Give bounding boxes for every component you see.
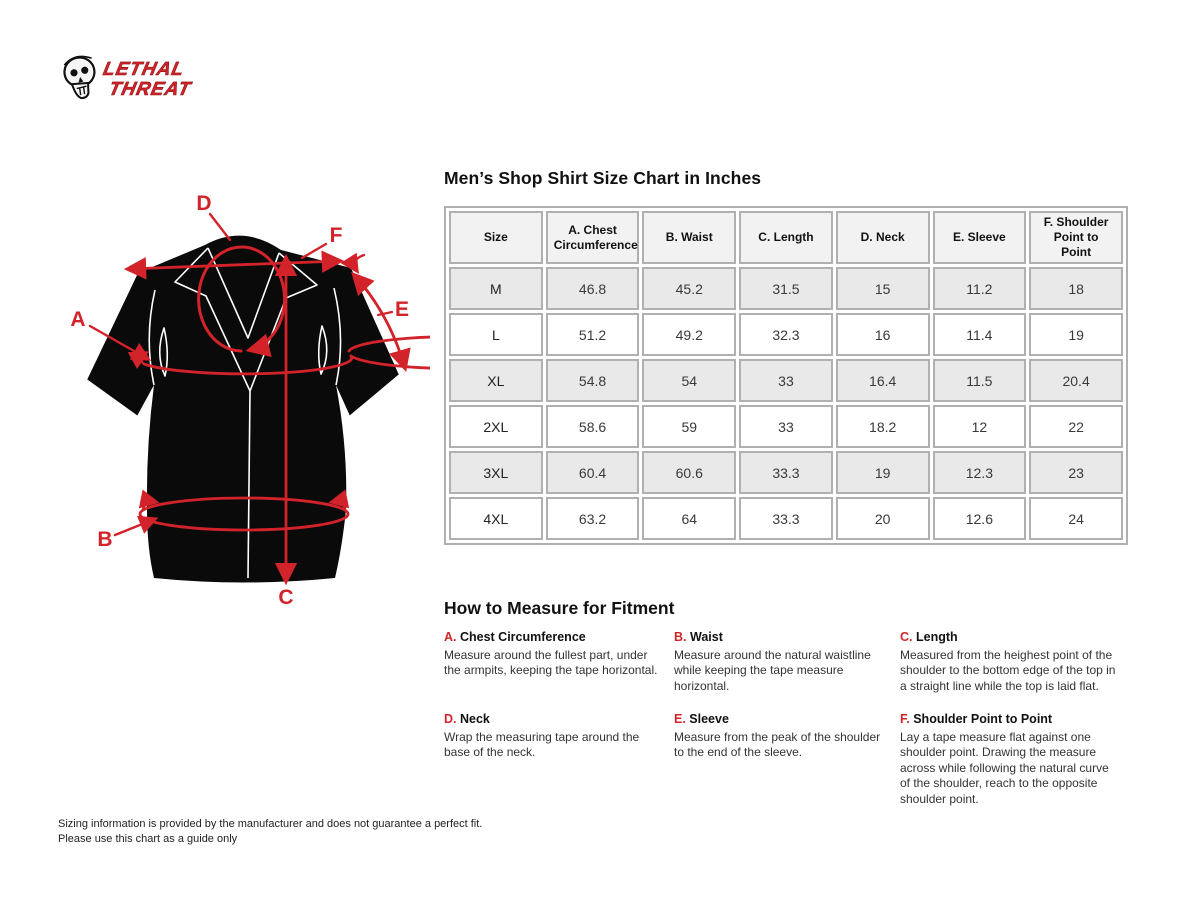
measure-item-text: Measured from the heighest point of the shoulder to the bottom edge of the top in a straight line while the top is laid flat. xyxy=(900,648,1116,693)
how-to-measure-section xyxy=(444,598,1144,807)
value-cell: 16 xyxy=(836,313,930,356)
header-cell-chest: A. Chest Circumference xyxy=(546,211,640,264)
value-cell: 11.5 xyxy=(933,359,1027,402)
value-cell: 15 xyxy=(836,267,930,310)
logo-text-threat: THREAT xyxy=(106,79,193,100)
value-cell: 19 xyxy=(836,451,930,494)
measure-item-text: Measure around the fullest part, under the armpits, keeping the tape horizontal. xyxy=(444,648,658,678)
value-cell: 60.4 xyxy=(546,451,640,494)
skull-logo-icon xyxy=(56,48,206,108)
value-cell: 31.5 xyxy=(739,267,833,310)
measure-item-heading: E. Sleeve xyxy=(674,712,729,727)
size-cell: XL xyxy=(449,359,543,402)
value-cell: 64 xyxy=(642,497,736,540)
value-cell: 11.4 xyxy=(933,313,1027,356)
size-cell: 3XL xyxy=(449,451,543,494)
table-row-2xl xyxy=(449,405,1123,448)
value-cell: 33 xyxy=(739,405,833,448)
measure-item-neck xyxy=(444,712,674,807)
header-cell-size: Size xyxy=(449,211,543,264)
measure-item-shoulder xyxy=(900,712,1138,807)
value-cell: 22 xyxy=(1029,405,1123,448)
diagram-label-a: A xyxy=(70,308,86,331)
measure-item-text: Measure from the peak of the shoulder to the end of the sleeve. xyxy=(674,730,881,760)
value-cell: 58.6 xyxy=(546,405,640,448)
diagram-label-e: E xyxy=(394,298,410,321)
diagram-label-d: D xyxy=(196,192,212,215)
disclaimer-line-1: Sizing information is provided by the manufacturer and does not guarantee a perfect fit. xyxy=(58,818,483,830)
size-cell: 4XL xyxy=(449,497,543,540)
value-cell: 59 xyxy=(642,405,736,448)
size-cell: M xyxy=(449,267,543,310)
size-chart-title: Men’s Shop Shirt Size Chart in Inches xyxy=(444,168,762,188)
table-row-xl xyxy=(449,359,1123,402)
measure-item-heading: B. Waist xyxy=(674,630,723,644)
measure-item-heading: C. Length xyxy=(900,630,958,644)
size-chart-table xyxy=(444,206,1128,545)
measure-item-length xyxy=(900,630,1138,694)
measure-grid xyxy=(444,630,1144,807)
value-cell: 60.6 xyxy=(642,451,736,494)
value-cell: 33 xyxy=(739,359,833,402)
header-cell-sleeve: E. Sleeve xyxy=(933,211,1027,264)
how-to-measure-title: How to Measure for Fitment xyxy=(444,598,675,618)
header-cell-shoulder: F. Shoulder Point to Point xyxy=(1029,211,1123,264)
size-cell: 2XL xyxy=(449,405,543,448)
value-cell: 49.2 xyxy=(642,313,736,356)
value-cell: 12.3 xyxy=(933,451,1027,494)
value-cell: 24 xyxy=(1029,497,1123,540)
value-cell: 51.2 xyxy=(546,313,640,356)
table-row-4xl xyxy=(449,497,1123,540)
measure-item-text: Measure around the natural waistline while keeping the tape measure horizontal. xyxy=(674,648,871,693)
value-cell: 32.3 xyxy=(739,313,833,356)
measure-item-heading: A. Chest Circumference xyxy=(444,630,586,644)
header-cell-neck: D. Neck xyxy=(836,211,930,264)
measure-item-heading: F. Shoulder Point to Point xyxy=(900,712,1053,727)
value-cell: 11.2 xyxy=(933,267,1027,310)
value-cell: 33.3 xyxy=(739,497,833,540)
value-cell: 16.4 xyxy=(836,359,930,402)
table-row-l xyxy=(449,313,1123,356)
measure-item-heading: D. Neck xyxy=(444,712,490,727)
value-cell: 63.2 xyxy=(546,497,640,540)
table-row-3xl xyxy=(449,451,1123,494)
measure-item-sleeve xyxy=(674,712,900,807)
logo-text-lethal: LETHAL xyxy=(101,59,187,80)
value-cell: 19 xyxy=(1029,313,1123,356)
value-cell: 45.2 xyxy=(642,267,736,310)
shirt-measurement-diagram xyxy=(58,178,430,622)
measure-item-waist xyxy=(674,630,900,694)
diagram-label-b: B xyxy=(97,528,113,551)
value-cell: 12.6 xyxy=(933,497,1027,540)
size-chart-table-wrap xyxy=(444,206,1128,545)
header-cell-length: C. Length xyxy=(739,211,833,264)
disclaimer-line-2: Please use this chart as a guide only xyxy=(58,832,238,845)
diagram-label-f: F xyxy=(329,224,343,247)
table-row-m xyxy=(449,267,1123,310)
sizing-disclaimer xyxy=(58,817,488,846)
value-cell: 54.8 xyxy=(546,359,640,402)
measure-item-text: Lay a tape measure flat against one shoulder point. Drawing the measure across while following the natural curve of the shoulder, reach to the opposite shoulder point. xyxy=(900,730,1109,806)
lethal-threat-logo xyxy=(56,48,206,108)
value-cell: 54 xyxy=(642,359,736,402)
value-cell: 20.4 xyxy=(1029,359,1123,402)
header-cell-waist: B. Waist xyxy=(642,211,736,264)
value-cell: 18 xyxy=(1029,267,1123,310)
table-header-row xyxy=(449,211,1123,264)
measure-item-chest xyxy=(444,630,674,694)
value-cell: 12 xyxy=(933,405,1027,448)
diagram-label-c: C xyxy=(278,586,294,609)
value-cell: 18.2 xyxy=(836,405,930,448)
value-cell: 33.3 xyxy=(739,451,833,494)
size-cell: L xyxy=(449,313,543,356)
value-cell: 46.8 xyxy=(546,267,640,310)
value-cell: 23 xyxy=(1029,451,1123,494)
measure-item-text: Wrap the measuring tape around the base of the neck. xyxy=(444,730,640,760)
value-cell: 20 xyxy=(836,497,930,540)
shirt-diagram-graphic xyxy=(58,178,430,622)
